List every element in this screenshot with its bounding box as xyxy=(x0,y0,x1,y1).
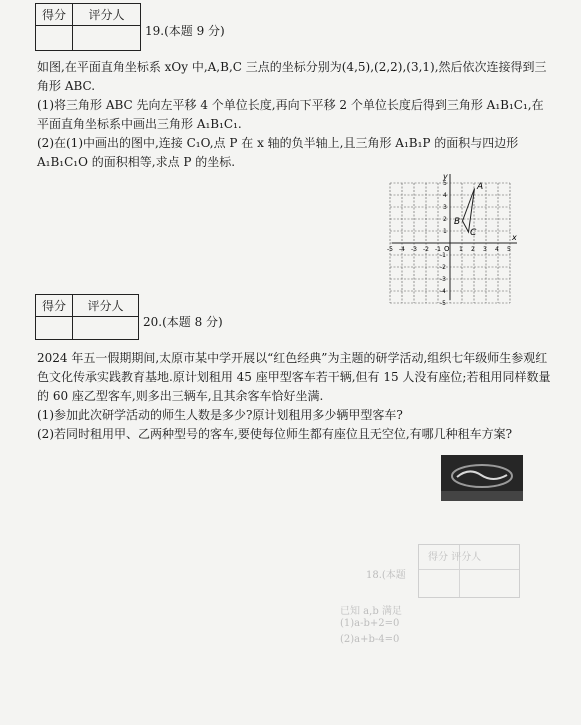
q19-part2: (2)在(1)中画出的图中,连接 C₁O,点 P 在 x 轴的负半轴上,且三角形 A₁B₁P 的面积与四边形 A₁B₁C₁O 的面积相等,求点 P 的坐标. xyxy=(37,136,519,169)
y-tick-label: 2 xyxy=(443,216,447,223)
x-tick-label: -1 xyxy=(435,246,441,253)
q20-part1: (1)参加此次研学活动的师生人数是多少?原计划租用多少辆甲型客车? xyxy=(37,408,403,422)
x-tick-label: 3 xyxy=(483,246,487,253)
q20-score-cell xyxy=(36,317,73,340)
event-photo-graphic xyxy=(441,455,523,501)
q20-part2: (2)若同时租用甲、乙两种型号的客车,要使每位师生都有座位且无空位,有哪几种租车方案? xyxy=(37,427,513,441)
x-tick-label: -4 xyxy=(399,246,405,253)
q19-body xyxy=(37,58,552,172)
q19-part1: (1)将三角形 ABC 先向左平移 4 个单位长度,再向下平移 2 个单位长度后得到三角形 A₁B₁C₁,在平面直角坐标系中画出三角形 A₁B₁C₁. xyxy=(37,98,544,131)
q20-score-table xyxy=(35,294,139,340)
event-photo xyxy=(441,455,523,501)
q19-score-header: 得分 xyxy=(36,4,73,26)
q19-number: 19.(本题 9 分) xyxy=(145,24,225,38)
q19-intro: 如图,在平面直角坐标系 xOy 中,A,B,C 三点的坐标分别为(4,5),(2,2),(3,1),然后依次连接得到三角形 ABC. xyxy=(37,60,547,93)
q20-body xyxy=(37,349,552,444)
bleed-question-number: 18.(本题 xyxy=(366,570,406,581)
x-tick-label: -3 xyxy=(411,246,417,253)
y-axis-label: y xyxy=(443,172,448,181)
bleed-line-1: 已知 a,b 满足 xyxy=(340,606,402,617)
x-tick-label: 5 xyxy=(507,246,511,253)
point-a-label: A xyxy=(477,182,484,192)
q20-score-header: 得分 xyxy=(36,295,73,317)
x-tick-label: -5 xyxy=(387,246,393,253)
x-axis-label: x xyxy=(512,233,517,242)
y-tick-label: 1 xyxy=(443,228,447,235)
q20-grader-cell xyxy=(73,317,139,340)
bleed-score-label: 得分 评分人 xyxy=(428,552,482,563)
y-tick-label: 4 xyxy=(443,192,447,199)
q19-score-cell xyxy=(36,26,73,51)
coordinate-grid xyxy=(387,172,520,307)
point-c-label: C xyxy=(470,228,477,238)
y-tick-label: 5 xyxy=(443,180,447,187)
x-tick-label: 1 xyxy=(459,246,463,253)
y-tick-label: -5 xyxy=(440,300,446,307)
y-tick-label: -1 xyxy=(440,252,446,259)
y-tick-label: -3 xyxy=(440,276,446,283)
q20-intro: 2024 年五一假期期间,太原市某中学开展以“红色经典”为主题的研学活动,组织七年级师生参观红色文化传承实践教育基地.原计划租用 45 座甲型客车若干辆,但有 15 人没有座位;若租用同样数量的 60 座乙型客车,则多出三辆车,且其余客车恰好坐满. xyxy=(37,351,551,403)
point-b-label: B xyxy=(454,217,461,227)
q19-grader-cell xyxy=(73,26,141,51)
x-tick-label: 2 xyxy=(471,246,475,253)
q19-score-table xyxy=(35,3,141,51)
x-tick-label: 4 xyxy=(495,246,499,253)
y-tick-label: -4 xyxy=(440,288,446,295)
bleed-line-2: (1)a-b+2=0 xyxy=(340,618,400,629)
bleed-line-3: (2)a+b-4=0 xyxy=(340,634,400,645)
y-tick-label: 3 xyxy=(443,204,447,211)
x-tick-label: -2 xyxy=(423,246,429,253)
q20-number: 20.(本题 8 分) xyxy=(143,315,223,329)
q19-grader-header: 评分人 xyxy=(73,4,141,26)
y-tick-label: -2 xyxy=(440,264,446,271)
origin-label: O xyxy=(444,245,450,253)
q20-grader-header: 评分人 xyxy=(73,295,139,317)
